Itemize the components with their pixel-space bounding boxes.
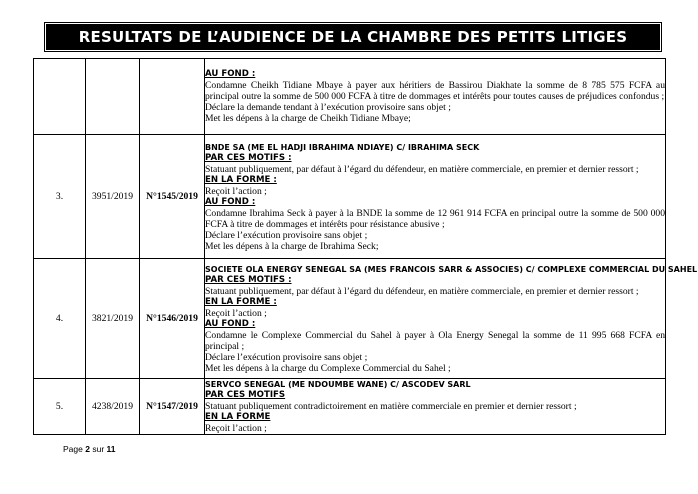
decision-cell bbox=[205, 135, 666, 259]
decision-text: Déclare l’exécution provisoire sans objet ; bbox=[205, 229, 368, 241]
decision-cell bbox=[205, 259, 698, 379]
case-number-cell bbox=[34, 59, 86, 135]
table-row bbox=[34, 379, 666, 435]
decision-heading: EN LA FORME : bbox=[205, 174, 277, 185]
decision-heading: PAR CES MOTIFS : bbox=[205, 152, 292, 163]
case-parties: SOCIETE OLA ENERGY SENEGAL SA (MES FRANCOIS SARR & ASSOCIES) C/ COMPLEXE COMMERCIAL DU SAHEL bbox=[205, 264, 698, 274]
decision-text: Reçoit l’action ; bbox=[205, 307, 267, 319]
results-table-body bbox=[34, 59, 698, 435]
judgment-number-cell: N°1547/2019 bbox=[140, 379, 205, 435]
decision-heading: PAR CES MOTIFS bbox=[205, 390, 286, 400]
decision-text: Statuant publiquement contradictoirement en matière commerciale en premier et dernier ressort ; bbox=[205, 401, 577, 412]
decision-text: Condamne le Complexe Commercial du Sahel à payer à Ola Energy Senegal la somme de 11 995 668 FCFA en principal ; bbox=[205, 329, 665, 352]
decision-text: Reçoit l’action ; bbox=[205, 185, 267, 197]
table-row bbox=[34, 135, 666, 259]
table-row bbox=[34, 59, 666, 135]
decision-heading: PAR CES MOTIFS : bbox=[205, 274, 292, 285]
role-number-cell: 3951/2019 bbox=[86, 135, 140, 259]
table-row bbox=[34, 259, 666, 379]
decision-text: Déclare l’exécution provisoire sans objet ; bbox=[205, 351, 368, 363]
judgment-number-cell: N°1546/2019 bbox=[140, 259, 205, 379]
decision-cell bbox=[205, 59, 666, 135]
decision-text: Statuant publiquement, par défaut à l’égard du défendeur, en matière commerciale, en premier et dernier ressort ; bbox=[205, 163, 639, 175]
page-banner-title: RESULTATS DE L’AUDIENCE DE LA CHAMBRE DES PETITS LITIGES bbox=[44, 22, 662, 52]
decision-heading: EN LA FORME : bbox=[205, 296, 277, 307]
judgment-number-cell bbox=[140, 59, 205, 135]
decision-heading: AU FOND : bbox=[205, 196, 256, 207]
case-number-cell: 3. bbox=[34, 135, 86, 259]
footer-page-word: Page bbox=[63, 444, 83, 454]
decision-heading: EN LA FORME bbox=[205, 412, 271, 422]
case-parties: SERVCO SENEGAL (ME NDOUMBE WANE) C/ ASCODEV SARL bbox=[205, 380, 471, 389]
decision-text: Met les dépens à la charge de Ibrahima Seck; bbox=[205, 240, 379, 252]
decision-heading: AU FOND : bbox=[205, 318, 256, 329]
judgment-number-cell: N°1545/2019 bbox=[140, 135, 205, 259]
role-number-cell: 3821/2019 bbox=[86, 259, 140, 379]
footer-page-total: 11 bbox=[106, 444, 116, 454]
case-parties: BNDE SA (ME EL HADJI IBRAHIMA NDIAYE) C/ IBRAHIMA SECK bbox=[205, 142, 480, 152]
decision-heading: AU FOND : bbox=[205, 69, 256, 79]
decision-text: Met les dépens à la charge du Complexe Commercial du Sahel ; bbox=[205, 362, 451, 374]
decision-text: Reçoit l’action ; bbox=[205, 423, 267, 434]
decision-text: Déclare la demande tendant à l’exécution provisoire sans objet ; bbox=[205, 102, 451, 113]
decision-cell bbox=[205, 379, 666, 435]
footer-of-word: sur bbox=[92, 444, 105, 454]
case-number-cell: 4. bbox=[34, 259, 86, 379]
role-number-cell bbox=[86, 59, 140, 135]
case-number-cell: 5. bbox=[34, 379, 86, 435]
results-table bbox=[33, 58, 698, 435]
decision-text: Condamne Ibrahima Seck à payer à la BNDE la somme de 12 961 914 FCFA en principal outre la somme de 500 000 FCFA à titre de dommages et intérêts pour résistance abusive ; bbox=[205, 207, 665, 230]
decision-text: Condamne Cheikh Tidiane Mbaye à payer aux héritiers de Bassirou Diakhate la somme de 8 785 575 FCFA au principal outre la somme de 500 000 FCFA à titre de dommages et intérêts pour toutes causes de préjudices confondus ; bbox=[205, 80, 665, 102]
decision-text: Statuant publiquement, par défaut à l’égard du défendeur, en matière commerciale, en premier et dernier ressort ; bbox=[205, 285, 639, 297]
decision-text: Met les dépens à la charge de Cheikh Tidiane Mbaye; bbox=[205, 113, 411, 124]
role-number-cell: 4238/2019 bbox=[86, 379, 140, 435]
footer-page-number: 2 bbox=[85, 444, 90, 454]
page-footer bbox=[63, 444, 116, 454]
